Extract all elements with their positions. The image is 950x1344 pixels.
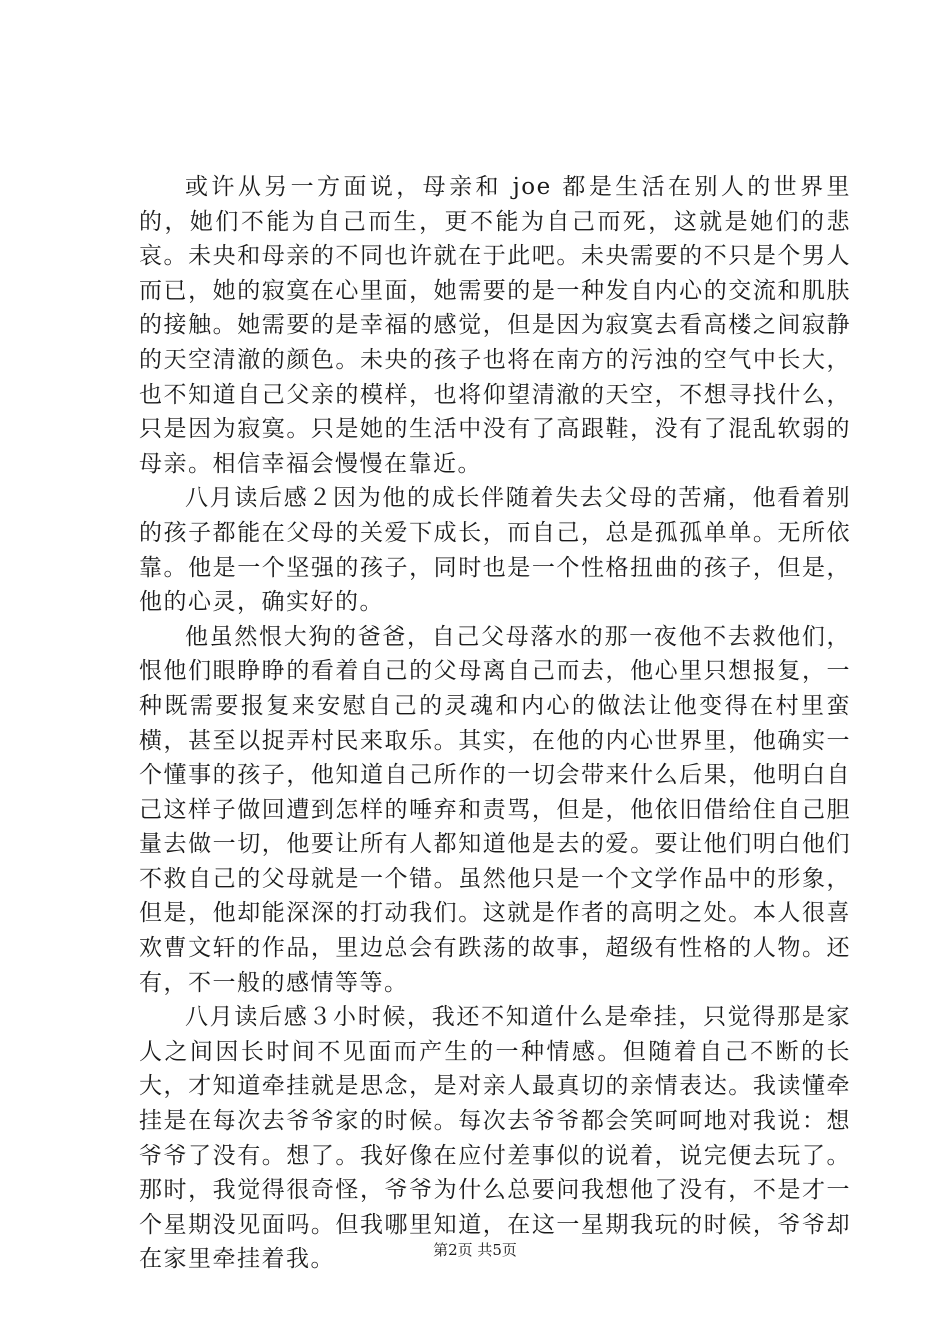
- page-footer: [0, 1240, 950, 1260]
- paragraph-2: 八月读后感２因为他的成长伴随着失去父母的苦痛，他看着别的孩子都能在父母的关爱下成长，而自己，总是孤孤单单。无所依靠。他是一个坚强的孩子，同时也是一个性格扭曲的孩子，但是，他的心灵，确实好的。: [139, 485, 851, 616]
- paragraph-3: 他虽然恨大狗的爸爸，自己父母落水的那一夜他不去救他们，恨他们眼睁睁的看着自己的父母离自己而去，他心里只想报复，一种既需要报复来安慰自己的灵魂和内心的做法让他变得在村里蛮横，甚至以捉弄村民来取乐。其实，在他的内心世界里，他确实一个懂事的孩子，他知道自己所作的一切会带来什么后果，他明白自己这样子做回遭到怎样的唾弃和责骂，但是，他依旧借给住自己胆量去做一切，他要让所有人都知道他是去的爱。要让他们明白他们不救自己的父母就是一个错。虽然他只是一个文学作品中的形象，但是，他却能深深的打动我们。这就是作者的高明之处。本人很喜欢曹文轩的作品，里边总会有跌荡的故事，超级有性格的人物。还有，不一般的感情等等。: [139, 623, 851, 996]
- paragraph-4: 八月读后感３小时候，我还不知道什么是牵挂，只觉得那是家人之间因长时间不见面而产生的一种情感。但随着自己不断的长大，才知道牵挂就是思念，是对亲人最真切的亲情表达。我读懂牵挂是在每次去爷爷家的时候。每次去爷爷都会笑呵呵地对我说：想爷爷了没有。想了。我好像在应付差事似的说着，说完便去玩了。那时，我觉得很奇怪，爷爷为什么总要问我想他了没有，不是才一个星期没见面吗。但我哪里知道，在这一星期我玩的时候，爷爷却在家里牵挂着我。: [139, 1004, 851, 1273]
- page-number: 第2页 共5页: [433, 1241, 517, 1259]
- paragraph-1: 或许从另一方面说，母亲和 joe 都是生活在别人的世界里的，她们不能为自己而生，更不能为自己而死，这就是她们的悲哀。未央和母亲的不同也许就在于此吧。未央需要的不只是个男人而已，她的寂寞在心里面，她需要的是一种发自内心的交流和肌肤的接触。她需要的是幸福的感觉，但是因为寂寞去看高楼之间寂静的天空清澈的颜色。未央的孩子也将在南方的污浊的空气中长大，也不知道自己父亲的模样，也将仰望清澈的天空，不想寻找什么，只是因为寂寞。只是她的生活中没有了高跟鞋，没有了混乱软弱的母亲。相信幸福会慢慢在靠近。: [139, 174, 851, 477]
- document-body: [139, 170, 851, 1277]
